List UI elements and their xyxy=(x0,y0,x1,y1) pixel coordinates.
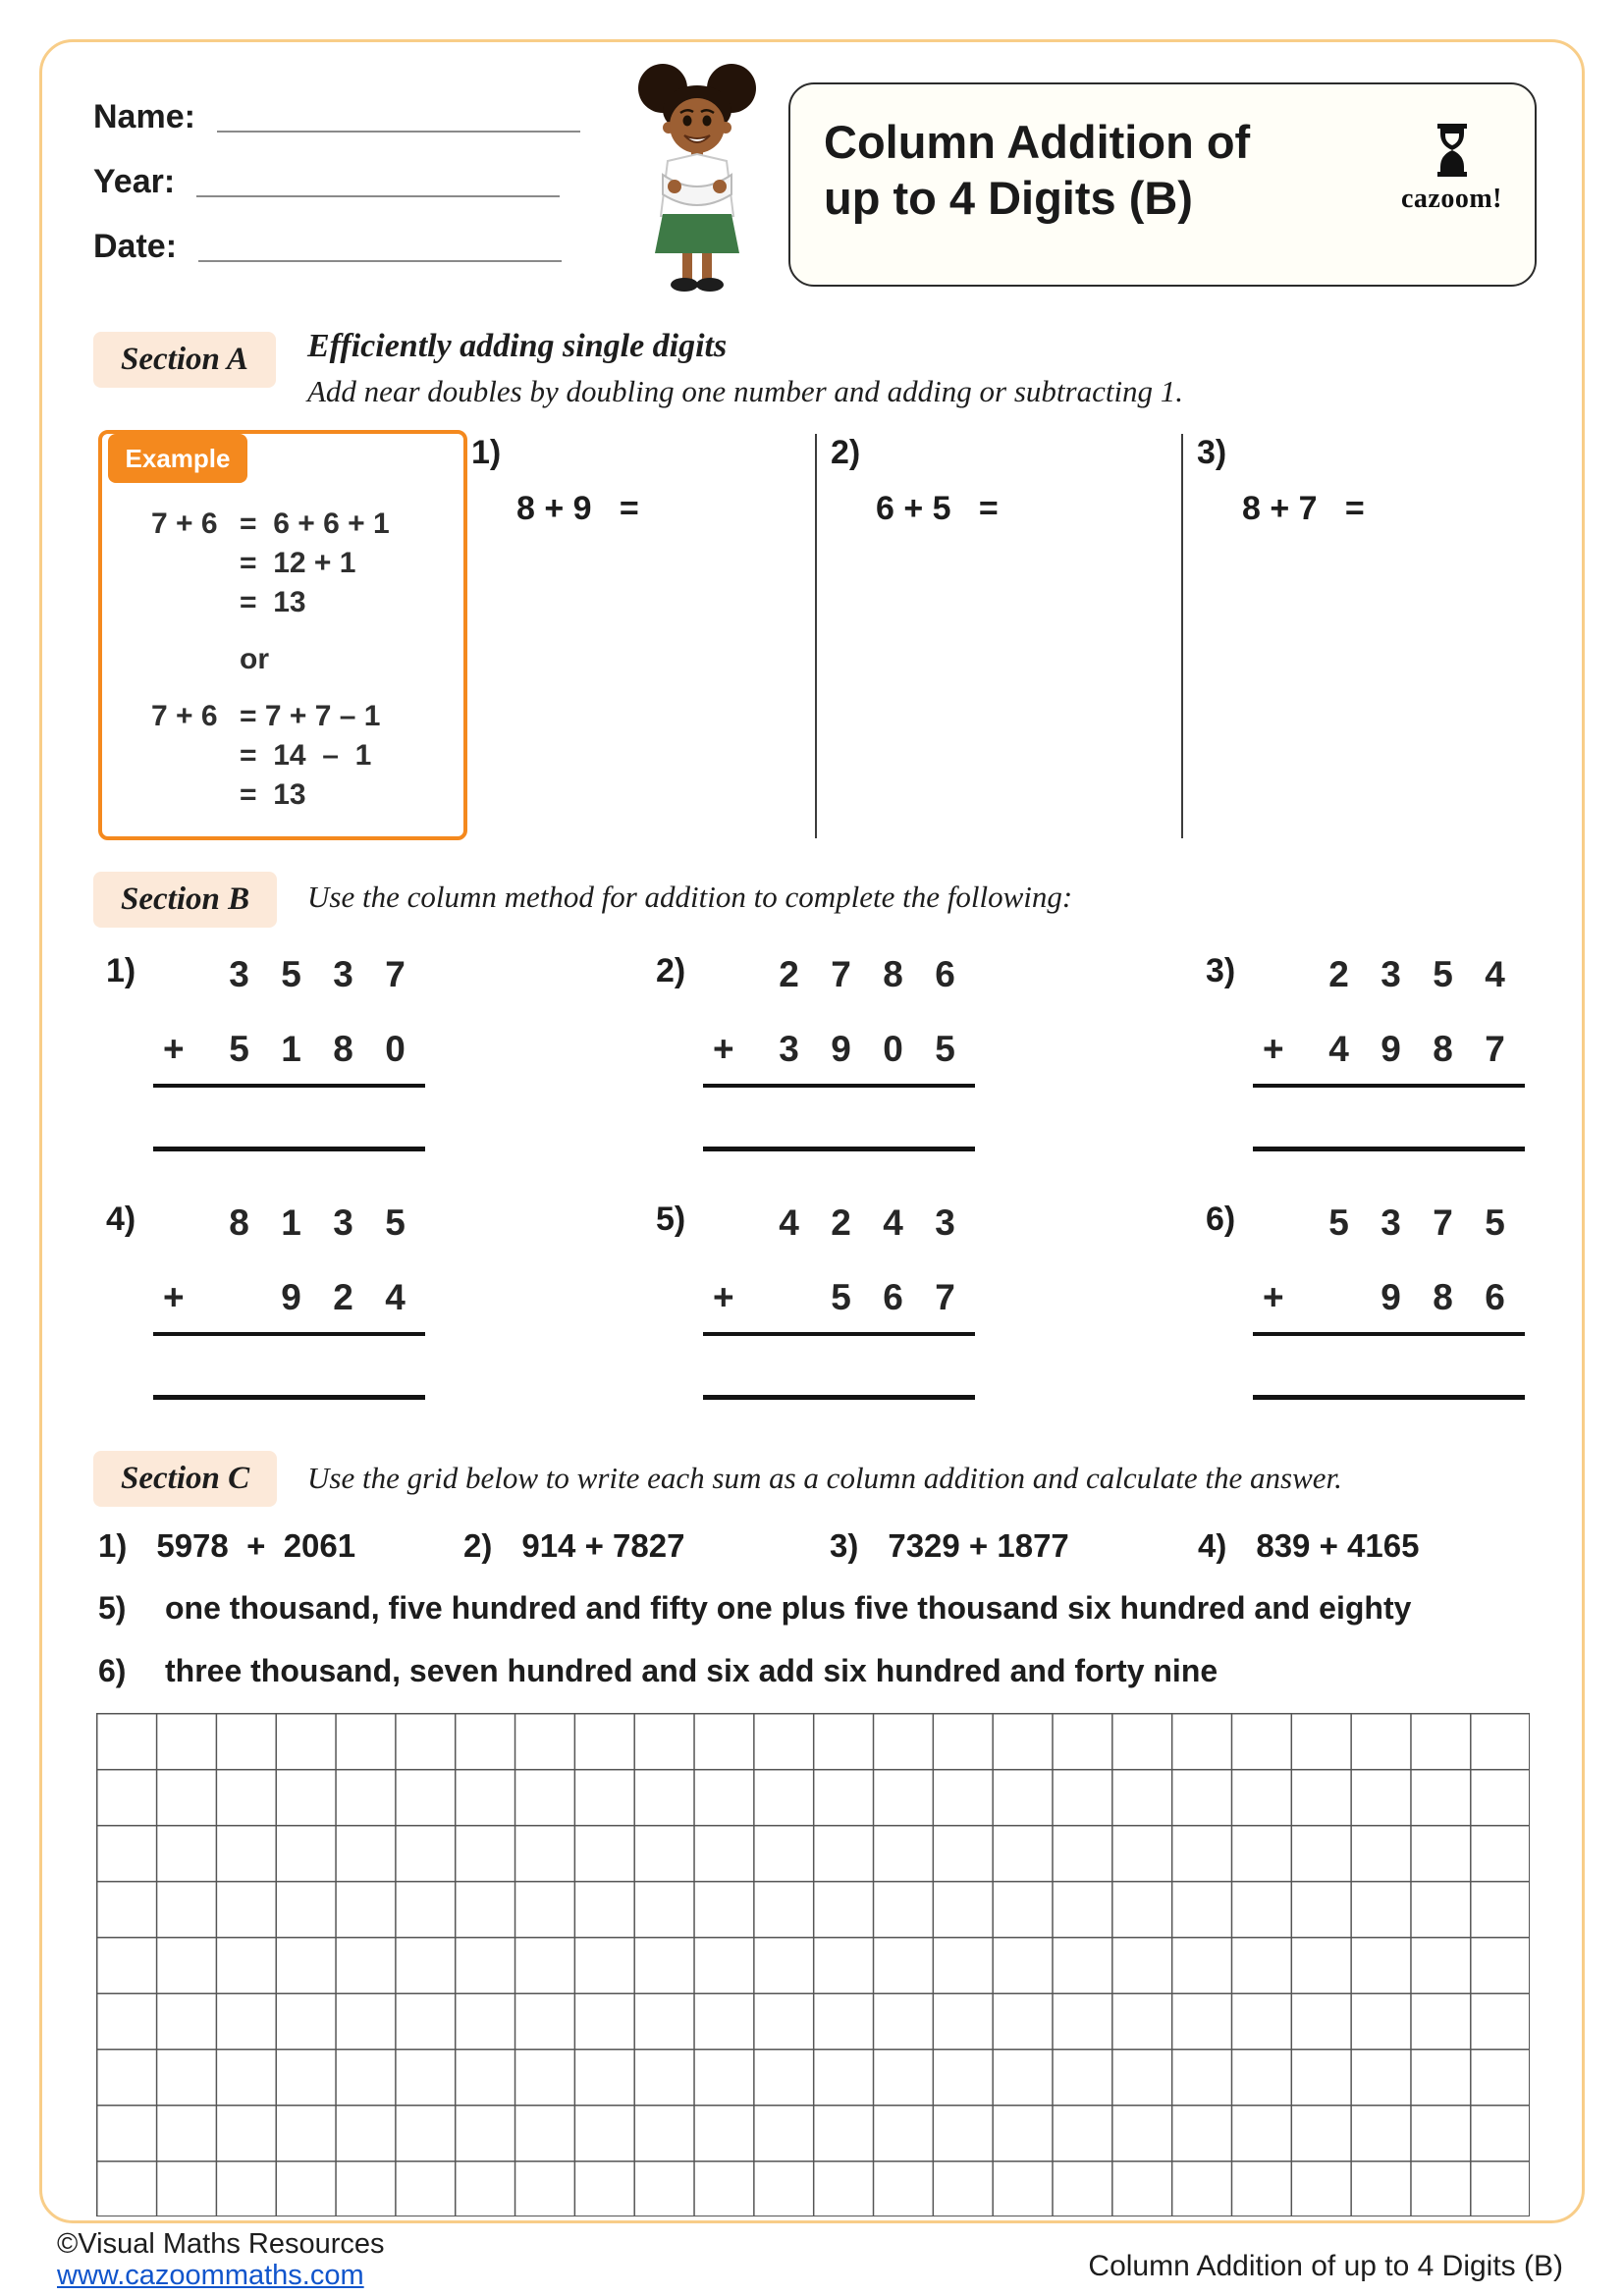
addend-top-row xyxy=(1253,1193,1525,1254)
plus-sign: + xyxy=(163,1029,185,1069)
digit: 5 xyxy=(229,1029,249,1069)
problem-number: 4) xyxy=(106,1201,136,1238)
digit: 6 xyxy=(935,954,955,994)
section-a-problem-3 xyxy=(1181,434,1535,838)
section-a-problem-2 xyxy=(815,434,1181,838)
example-line-left xyxy=(151,640,240,679)
digit: 4 xyxy=(1485,954,1505,994)
digit: 4 xyxy=(883,1202,903,1243)
cazoom-logo xyxy=(1390,122,1513,215)
student-character-illustration xyxy=(623,59,771,299)
column-addition-problem-3 xyxy=(1206,944,1530,1151)
title-line-1: Column Addition of xyxy=(824,116,1251,168)
example-tab: Example xyxy=(108,434,247,483)
digit: 8 xyxy=(229,1202,249,1243)
section-c-problem-5 xyxy=(98,1590,1411,1627)
digit: 7 xyxy=(935,1277,955,1317)
addend-bottom-row xyxy=(703,1019,975,1080)
section-a-problem-1 xyxy=(471,434,815,838)
section-c-label: Section C xyxy=(93,1451,277,1507)
date-input-line[interactable] xyxy=(198,233,562,262)
date-label: Date: xyxy=(93,228,178,265)
section-c-problem-4 xyxy=(1198,1527,1419,1565)
year-input-line[interactable] xyxy=(196,168,560,197)
digit: 6 xyxy=(883,1277,903,1317)
section-c-instruction: Use the grid below to write each sum as a column addition and calculate the answer. xyxy=(307,1461,1342,1495)
working-grid[interactable] xyxy=(96,1713,1530,2216)
section-b-instruction: Use the column method for addition to complete the following: xyxy=(307,880,1073,914)
footer-left xyxy=(57,2228,385,2291)
digit: 1 xyxy=(281,1029,301,1069)
digit: 3 xyxy=(1380,1202,1401,1243)
example-content xyxy=(102,434,463,815)
sum-line xyxy=(703,1332,975,1336)
digit: 5 xyxy=(385,1202,406,1243)
example-line-left: 7 + 6 xyxy=(151,507,218,540)
digit: 7 xyxy=(385,954,406,994)
column-addition-problem-5 xyxy=(656,1193,980,1400)
example-box xyxy=(98,430,467,840)
column-addition-problem-1 xyxy=(106,944,430,1151)
cazoommaths-link[interactable]: www.cazoommaths.com xyxy=(57,2260,364,2291)
worksheet-title-box xyxy=(788,82,1537,287)
example-line-left xyxy=(151,736,240,775)
year-label: Year: xyxy=(93,163,176,200)
digit: 8 xyxy=(1433,1029,1453,1069)
digit: 7 xyxy=(1485,1029,1505,1069)
copyright-text: ©Visual Maths Resources xyxy=(57,2228,385,2260)
example-line-left xyxy=(151,583,240,622)
digit: 3 xyxy=(1380,954,1401,994)
example-line-right: = 13 xyxy=(240,586,306,618)
digit: 3 xyxy=(229,954,249,994)
problem-number: 3) xyxy=(1206,952,1236,989)
problem-number: 2) xyxy=(831,434,861,471)
problem-expression: 914 + 7827 xyxy=(521,1527,685,1564)
problem-expression: 6 + 5 = xyxy=(876,490,999,527)
plus-sign: + xyxy=(713,1029,734,1069)
section-a-label: Section A xyxy=(93,332,276,388)
sum-line xyxy=(153,1084,425,1088)
problem-number: 1) xyxy=(106,952,136,989)
problem-expression: 839 + 4165 xyxy=(1256,1527,1420,1564)
year-field xyxy=(93,163,560,201)
digit xyxy=(213,1277,265,1318)
plus-sign: + xyxy=(1263,1277,1284,1317)
digit: 5 xyxy=(1328,1202,1349,1243)
column-addition-problem-4 xyxy=(106,1193,430,1400)
date-field xyxy=(93,228,562,266)
answer-line[interactable] xyxy=(1253,1147,1525,1151)
example-line-right: = 13 xyxy=(240,778,306,811)
problem-number: 6) xyxy=(1206,1201,1236,1238)
sum-line xyxy=(1253,1084,1525,1088)
problem-worded-text: three thousand, seven hundred and six add six hundred and forty nine xyxy=(165,1653,1218,1688)
section-c-problem-1 xyxy=(98,1527,355,1565)
problem-number: 2) xyxy=(463,1527,493,1564)
problem-number: 3) xyxy=(830,1527,859,1564)
digit: 2 xyxy=(1328,954,1349,994)
example-line-left xyxy=(151,544,240,583)
addend-top-row xyxy=(153,944,425,1005)
digit: 1 xyxy=(281,1202,301,1243)
answer-line[interactable] xyxy=(703,1395,975,1400)
problem-expression: 7329 + 1877 xyxy=(888,1527,1069,1564)
digit: 8 xyxy=(1433,1277,1453,1317)
problem-number: 1) xyxy=(98,1527,128,1564)
answer-line[interactable] xyxy=(703,1147,975,1151)
digit: 5 xyxy=(831,1277,851,1317)
digit: 5 xyxy=(1433,954,1453,994)
cazoom-logo-text: cazoom! xyxy=(1400,184,1502,214)
section-a-problems xyxy=(471,434,1537,838)
problem-number: 5) xyxy=(98,1590,127,1626)
digit: 5 xyxy=(281,954,301,994)
example-line-right: = 12 + 1 xyxy=(240,547,356,579)
digit: 4 xyxy=(385,1277,406,1317)
plus-sign: + xyxy=(163,1277,185,1317)
digit: 9 xyxy=(831,1029,851,1069)
answer-line[interactable] xyxy=(1253,1395,1525,1400)
problem-number: 4) xyxy=(1198,1527,1227,1564)
example-or-label: or xyxy=(240,643,269,675)
digit: 6 xyxy=(1485,1277,1505,1317)
addend-top-row xyxy=(1253,944,1525,1005)
addend-top-row xyxy=(703,1193,975,1254)
problem-number: 3) xyxy=(1197,434,1227,471)
digit: 2 xyxy=(779,954,799,994)
digit: 3 xyxy=(935,1202,955,1243)
digit: 9 xyxy=(1380,1029,1401,1069)
example-line-left: 7 + 6 xyxy=(151,700,218,732)
cazoom-logo-icon xyxy=(1426,122,1479,179)
section-c-problem-6 xyxy=(98,1653,1218,1689)
digit: 2 xyxy=(831,1202,851,1243)
name-input-line[interactable] xyxy=(217,103,580,133)
digit: 0 xyxy=(385,1029,406,1069)
digit: 3 xyxy=(779,1029,799,1069)
addend-bottom-row xyxy=(1253,1267,1525,1328)
digit: 0 xyxy=(883,1029,903,1069)
problem-expression: 5978 + 2061 xyxy=(156,1527,356,1564)
column-addition-problem-6 xyxy=(1206,1193,1530,1400)
section-a-heading: Efficiently adding single digits xyxy=(307,328,728,364)
section-a-subheading: Add near doubles by doubling one number and adding or subtracting 1. xyxy=(307,374,1184,408)
addend-bottom-row xyxy=(153,1267,425,1328)
digit: 9 xyxy=(1380,1277,1401,1317)
addend-bottom-row xyxy=(153,1019,425,1080)
title-line-2: up to 4 Digits (B) xyxy=(824,172,1193,225)
sum-line xyxy=(153,1332,425,1336)
name-field xyxy=(93,98,580,136)
digit: 8 xyxy=(883,954,903,994)
answer-line[interactable] xyxy=(153,1395,425,1400)
example-line-right: = 14 – 1 xyxy=(240,739,372,772)
plus-sign: + xyxy=(713,1277,734,1317)
digit: 4 xyxy=(779,1202,799,1243)
name-label: Name: xyxy=(93,98,195,135)
column-addition-problem-2 xyxy=(656,944,980,1151)
problem-number: 2) xyxy=(656,952,686,989)
problem-number: 6) xyxy=(98,1653,127,1688)
addend-top-row xyxy=(153,1193,425,1254)
plus-sign: + xyxy=(1263,1029,1284,1069)
digit: 9 xyxy=(281,1277,301,1317)
section-c-problem-2 xyxy=(463,1527,684,1565)
digit: 7 xyxy=(1433,1202,1453,1243)
problem-number: 5) xyxy=(656,1201,686,1238)
example-line-right: = 6 + 6 + 1 xyxy=(240,507,390,540)
example-line-left xyxy=(151,775,240,815)
digit: 7 xyxy=(831,954,851,994)
digit: 3 xyxy=(333,1202,353,1243)
problem-expression: 8 + 9 = xyxy=(516,490,639,527)
digit xyxy=(1313,1277,1365,1318)
problem-number: 1) xyxy=(471,434,502,471)
sum-line xyxy=(703,1084,975,1088)
addend-bottom-row xyxy=(1253,1019,1525,1080)
addend-bottom-row xyxy=(703,1267,975,1328)
digit: 5 xyxy=(1485,1202,1505,1243)
addend-top-row xyxy=(703,944,975,1005)
footer-worksheet-title: Column Addition of up to 4 Digits (B) xyxy=(1088,2250,1563,2282)
digit: 3 xyxy=(333,954,353,994)
digit: 4 xyxy=(1328,1029,1349,1069)
problem-expression: 8 + 7 = xyxy=(1242,490,1365,527)
section-c-problem-3 xyxy=(830,1527,1069,1565)
digit: 2 xyxy=(333,1277,353,1317)
digit: 5 xyxy=(935,1029,955,1069)
example-line-right: = 7 + 7 – 1 xyxy=(240,700,381,732)
answer-line[interactable] xyxy=(153,1147,425,1151)
section-b-label: Section B xyxy=(93,872,277,928)
sum-line xyxy=(1253,1332,1525,1336)
problem-worded-text: one thousand, five hundred and fifty one plus five thousand six hundred and eighty xyxy=(165,1590,1412,1626)
digit: 8 xyxy=(333,1029,353,1069)
digit xyxy=(763,1277,815,1318)
